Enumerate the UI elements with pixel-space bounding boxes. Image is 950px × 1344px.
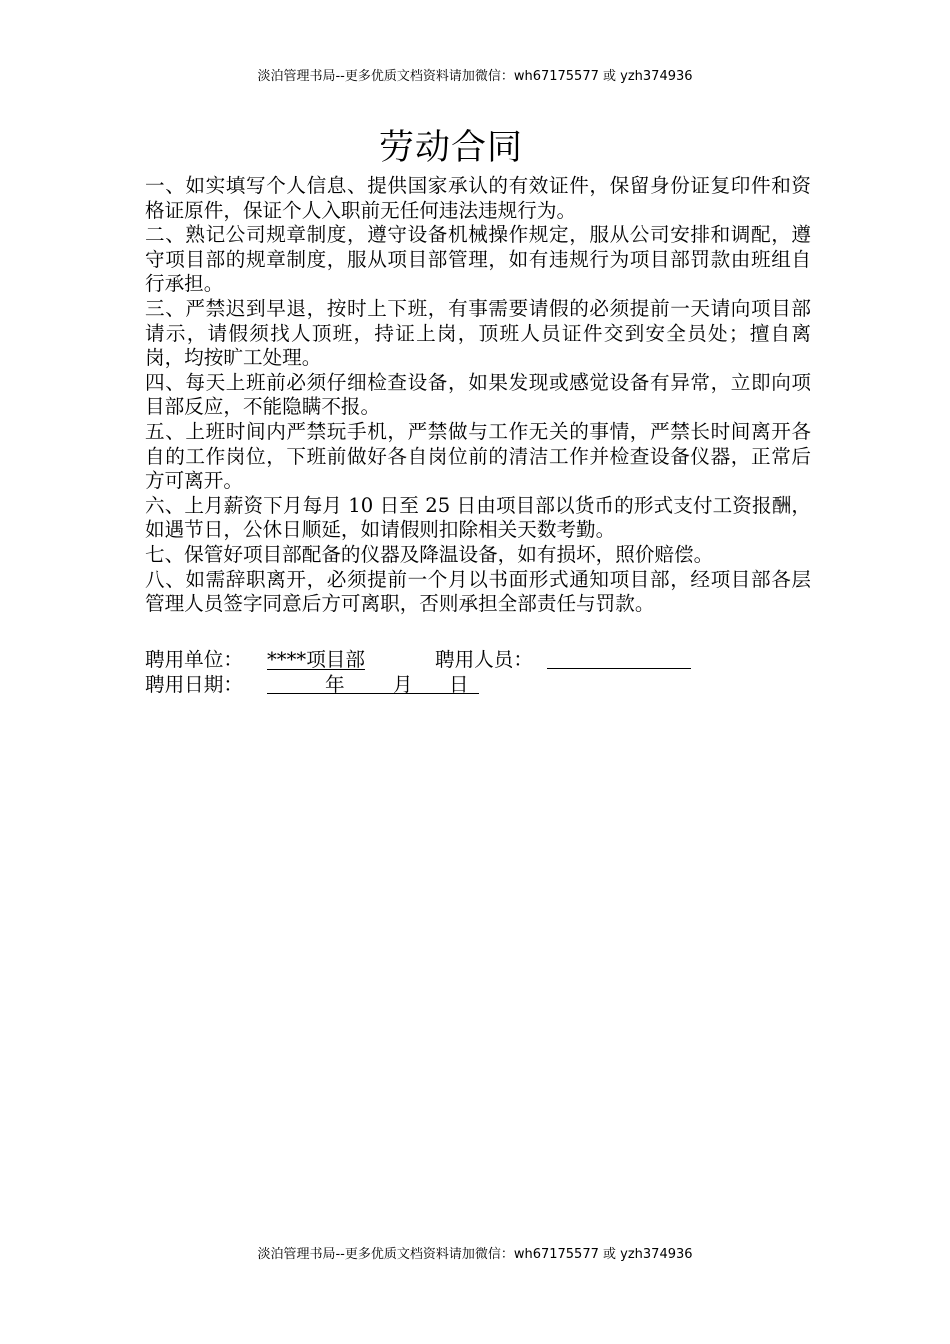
clause-8: 八、如需辞职离开，必须提前一个月以书面形式通知项目部，经项目部各层管理人员签字同意后方可离职，否则承担全部责任与罚款。 — [145, 567, 811, 616]
date-day: 日 — [449, 672, 469, 696]
employer-label: 聘用单位： — [145, 648, 243, 671]
header-note: 淡泊管理书局--更多优质文档资料请加微信：wh67175577 或 yzh374936 — [257, 69, 693, 84]
document-title: 劳动合同 — [378, 128, 523, 168]
clause-3: 三、严禁迟到早退，按时上下班，有事需要请假的必须提前一天请向项目部请示，请假须找人顶班，持证上岗，顶班人员证件交到安全员处；擅自离岗，均按旷工处理。 — [145, 296, 811, 370]
clause-6: 六、上月薪资下月每月 10 日至 25 日由项目部以货币的形式支付工资报酬，如遇节日，公休日顺延，如请假则扣除相关天数考勤。 — [145, 493, 811, 542]
employer-value: ****项目部 — [267, 648, 365, 671]
clause-5: 五、上班时间内严禁玩手机，严禁做与工作无关的事情，严禁长时间离开各自的工作岗位，下班前做好各自岗位前的清洁工作并检查设备仪器，正常后方可离开。 — [145, 419, 811, 493]
clause-4: 四、每天上班前必须仔细检查设备，如果发现或感觉设备有异常，立即向项目部反应，不能隐瞒不报。 — [145, 370, 811, 419]
contract-clauses — [145, 174, 811, 617]
clause-2: 二、熟记公司规章制度，遵守设备机械操作规定，服从公司安排和调配，遵守项目部的规章制度，服从项目部管理，如有违规行为项目部罚款由班组自行承担。 — [145, 223, 811, 296]
date-year: 年 — [325, 672, 345, 696]
signature-row-parties — [145, 648, 811, 673]
employee-signature-line[interactable] — [547, 648, 691, 669]
employee-label: 聘用人员： — [435, 648, 533, 671]
signature-row-date — [145, 673, 811, 698]
date-month: 月 — [393, 672, 413, 696]
date-label: 聘用日期： — [145, 672, 243, 696]
clause-1: 一、如实填写个人信息、提供国家承认的有效证件，保留身份证复印件和资格证原件，保证个人入职前无任何违法违规行为。 — [145, 174, 811, 222]
signature-block — [145, 648, 811, 697]
footer-note: 淡泊管理书局--更多优质文档资料请加微信：wh67175577 或 yzh374936 — [257, 1247, 693, 1262]
date-underline[interactable] — [267, 673, 479, 694]
clause-7: 七、保管好项目部配备的仪器及降温设备，如有损坏，照价赔偿。 — [145, 542, 714, 566]
